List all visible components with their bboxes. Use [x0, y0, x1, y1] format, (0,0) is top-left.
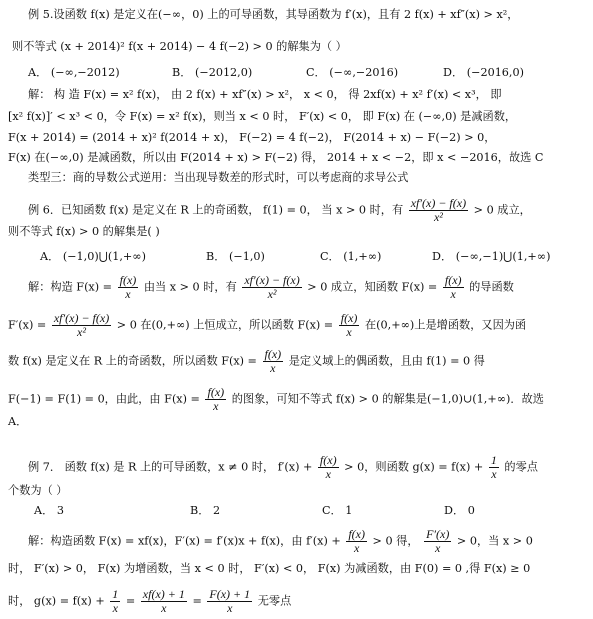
ex6-solution-line2 — [8, 312, 526, 339]
ex5-solution-line2: [x² f(x)]′ < x³ < 0，令 F(x) = x² f(x)，则当 x < 0 时， F′(x) < 0， 即 F(x) 在 (−∞,0) 是减函数， — [8, 110, 517, 123]
ex7-sol1-text-a: 解：构造函数 F(x) = xf(x)，F′(x) = f′(x)x + f(x)，由 f′(x) + — [28, 534, 341, 548]
ex6-sol2-fraction1 — [52, 312, 111, 339]
ex5-option-d: D． (−2016,0) — [443, 66, 524, 79]
ex7-option-b: B． 2 — [190, 504, 221, 517]
ex6-sol1-fraction1-num: f(x) — [119, 273, 137, 287]
ex7-stem-fraction1 — [318, 454, 339, 481]
ex7-stem-text-a: 例 7． 函数 f(x) 是 R 上的可导函数，x ≠ 0 时， f′(x) + — [28, 460, 313, 474]
ex7-sol3-equals2: = — [192, 594, 202, 608]
ex6-stem-fraction-den: x² — [433, 210, 443, 224]
ex6-sol4-fraction-den: x — [213, 399, 219, 413]
ex6-option-b: B． (−1,0) — [206, 250, 265, 263]
ex6-sol1-fraction1-den: x — [125, 287, 131, 301]
ex6-sol1-text-b: 由当 x > 0 时，有 — [143, 280, 237, 294]
ex6-sol4-text-a: F(−1) = F(1) = 0，由此，由 F(x) = — [8, 392, 200, 406]
ex7-stem-fraction2-den: x — [491, 467, 497, 481]
ex7-option-c: C． 1 — [322, 504, 353, 517]
ex7-sol1-text-c: > 0，当 x > 0 — [456, 534, 533, 548]
ex6-stem-fraction-num: xf′(x) − f(x) — [410, 196, 467, 210]
ex6-stem-line2: 则不等式 f(x) > 0 的解集是( ) — [8, 225, 160, 238]
ex7-sol3-fraction2-den: x — [161, 601, 167, 615]
ex7-sol1-fraction2-num: F′(x) — [426, 527, 450, 541]
ex7-solution-line1 — [28, 528, 533, 555]
ex6-sol2-fraction2 — [339, 312, 360, 339]
ex7-stem-fraction2-num: 1 — [490, 453, 497, 467]
ex6-sol1-text-c: > 0 成立，知函数 F(x) = — [307, 280, 438, 294]
ex7-sol3-fraction3 — [207, 588, 252, 615]
type3-heading: 类型三：商的导数公式逆用：当出现导数差的形式时，可以考虑商的求导公式 — [28, 171, 409, 184]
ex6-sol3-text-b: 是定义域上的偶函数，且由 f(1) = 0 得 — [288, 354, 485, 368]
ex7-solution-line2: 时， F′(x) > 0， F(x) 为增函数，当 x < 0 时， F′(x) < 0， F(x) 为减函数，由 F(0) = 0 ,得 F(x) ≥ 0 — [8, 562, 531, 575]
ex7-sol1-fraction2-den: x — [435, 541, 441, 555]
ex7-stem-text-b: > 0，则函数 g(x) = f(x) + — [344, 460, 484, 474]
ex7-sol1-fraction1-den: x — [353, 541, 360, 555]
ex6-sol4-text-b: 的图象，可知不等式 f(x) > 0 的解集是(−1,0)∪(1,+∞)．故选 — [231, 392, 544, 406]
ex5-solution-line1: 解： 构 造 F(x) = x² f(x)， 由 2 f(x) + xf″(x) > x²， x < 0， 得 2xf(x) + x² f′(x) < x³， 即 — [28, 88, 502, 101]
ex7-sol3-fraction2-num: xf(x) + 1 — [142, 587, 185, 601]
ex6-solution-line4 — [8, 386, 544, 413]
ex6-sol4-fraction-num: f(x) — [207, 385, 225, 399]
ex7-sol3-equals1: = — [125, 594, 136, 608]
ex7-sol3-fraction3-den: x — [227, 601, 233, 615]
ex5-option-a: A． (−∞,−2012) — [28, 66, 120, 79]
ex6-sol3-text-a: 数 f(x) 是定义在 R 上的奇函数，所以函数 F(x) = — [8, 354, 257, 368]
ex7-stem-text-c: 的零点 — [504, 460, 538, 474]
ex6-sol1-fraction1 — [118, 274, 139, 301]
ex6-sol3-fraction-num: f(x) — [264, 347, 282, 361]
ex6-sol4-fraction — [205, 386, 226, 413]
ex6-sol1-fraction2-den: x² — [267, 287, 277, 301]
ex7-sol3-fraction3-num: F(x) + 1 — [209, 587, 251, 601]
ex7-sol3-fraction1-den: x — [112, 601, 118, 615]
ex5-option-b: B． (−2012,0) — [172, 66, 253, 79]
ex6-stem-text-a: 例 6．已知函数 f(x) 是定义在 R 上的奇函数， f(1) = 0， 当 x > 0 时，有 — [28, 203, 404, 217]
ex6-stem-text-b: > 0 成立， — [473, 203, 531, 217]
ex5-option-c: C． (−∞,−2016) — [306, 66, 399, 79]
ex7-stem-line2: 个数为（ ） — [8, 484, 68, 497]
ex7-option-a: A． 3 — [34, 504, 64, 517]
ex6-option-d: D． (−∞,−1)⋃(1,+∞) — [432, 250, 551, 263]
ex7-stem-fraction2 — [489, 454, 499, 481]
ex6-solution-line3 — [8, 348, 485, 375]
ex6-stem-line1 — [28, 197, 531, 224]
ex6-sol1-fraction3-num: f(x) — [444, 273, 462, 287]
ex6-sol1-fraction3-den: x — [450, 287, 456, 301]
ex5-solution-line3: F(x + 2014) = (2014 + x)² f(2014 + x)， F(−2) = 4 f(−2)， F(2014 + x) − F(−2) > 0， — [8, 131, 496, 144]
ex6-sol2-text-b: > 0 在(0,+∞) 上恒成立，所以函数 F(x) = — [116, 318, 334, 332]
ex7-sol1-text-b: > 0 得， — [372, 534, 419, 548]
ex7-stem-line1 — [28, 454, 538, 481]
ex7-sol1-fraction2 — [424, 528, 451, 555]
ex6-sol1-text-d: 的导函数 — [469, 280, 514, 294]
ex7-sol3-fraction1-num: 1 — [112, 587, 119, 601]
ex6-sol2-fraction1-num: xf′(x) − f(x) — [53, 311, 110, 325]
ex6-sol2-fraction2-num: f(x) — [340, 311, 358, 325]
ex6-sol3-fraction — [263, 348, 284, 375]
ex6-sol2-text-a: F′(x) = — [8, 318, 47, 332]
ex7-sol3-fraction1 — [110, 588, 120, 615]
ex7-sol3-fraction2 — [141, 588, 187, 615]
ex5-stem-line2: 则不等式 (x + 2014)² f(x + 2014) − 4 f(−2) > 0 的解集为（ ） — [12, 40, 347, 53]
ex6-sol2-fraction1-den: x² — [77, 325, 86, 339]
ex7-solution-line3 — [8, 588, 291, 615]
ex7-sol1-fraction1 — [346, 528, 367, 555]
ex7-option-d: D． 0 — [444, 504, 475, 517]
ex5-solution-line4: F(x) 在(−∞,0) 是减函数，所以由 F(2014 + x) > F(−2) 得， 2014 + x < −2，即 x < −2016，故选 C — [8, 151, 544, 164]
ex6-solution-line1 — [28, 274, 514, 301]
ex6-sol1-text-a: 解：构造 F(x) = — [28, 280, 113, 294]
ex6-sol1-fraction2 — [242, 274, 301, 301]
ex6-sol2-text-c: 在(0,+∞)上是增函数，又因为函 — [364, 318, 527, 332]
ex6-sol1-fraction3 — [443, 274, 464, 301]
ex7-stem-fraction1-num: f(x) — [319, 453, 337, 467]
ex6-option-a: A． (−1,0)⋃(1,+∞) — [40, 250, 146, 263]
ex7-stem-fraction1-den: x — [325, 467, 331, 481]
ex6-sol2-fraction2-den: x — [346, 325, 352, 339]
ex6-solution-line5: A． — [8, 415, 28, 428]
ex7-sol1-fraction1-num: f(x) — [348, 527, 365, 541]
ex5-stem-line1: 例 5.设函数 f(x) 是定义在(−∞，0) 上的可导函数，其导函数为 f′(x)，且有 2 f(x) + xf″(x) > x²， — [28, 8, 519, 21]
ex6-stem-fraction — [409, 197, 468, 224]
ex7-sol3-text-a: 时， g(x) = f(x) + — [8, 594, 105, 608]
ex6-sol3-fraction-den: x — [270, 361, 276, 375]
ex7-sol3-text-b: 无零点 — [257, 594, 292, 608]
ex6-option-c: C． (1,+∞) — [320, 250, 382, 263]
ex6-sol1-fraction2-num: xf′(x) − f(x) — [244, 273, 300, 287]
